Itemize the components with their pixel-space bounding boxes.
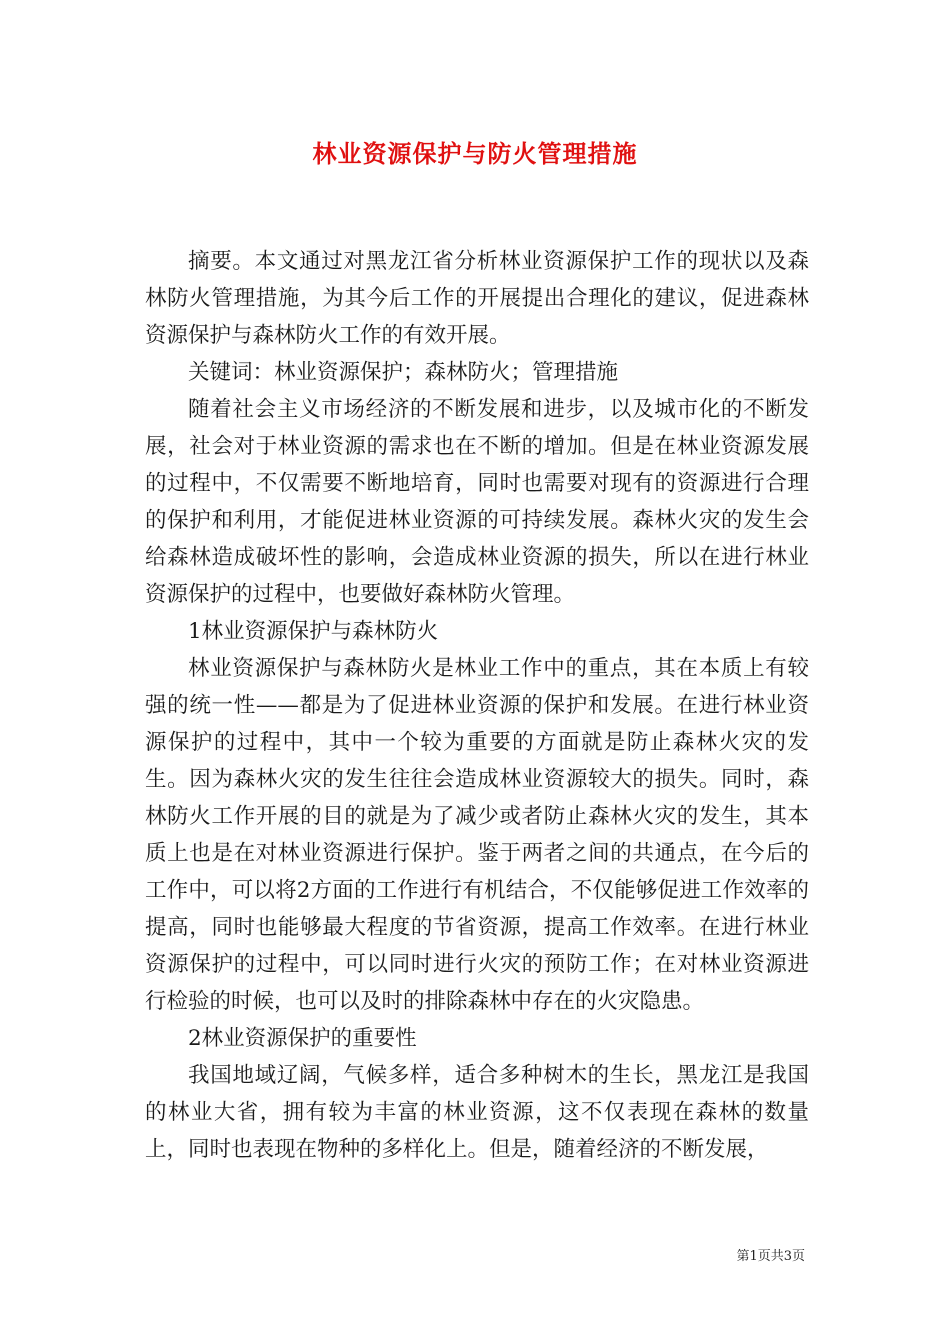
section-2-paragraph: 我国地域辽阔，气候多样，适合多种树木的生长，黑龙江是我国的林业大省，拥有较为丰富的林业资源，这不仅表现在森林的数量上，同时也表现在物种的多样化上。但是，随着经济的不断发展， [145,1063,809,1162]
section-1-paragraph: 林业资源保护与森林防火是林业工作中的重点，其在本质上有较强的统一性——都是为了促进林业资源的保护和发展。在进行林业资源保护的过程中，其中一个较为重要的方面就是防止森林火灾的发生。因为森林火灾的发生往往会造成林业资源较大的损失。同时，森林防火工作开展的目的就是为了减少或者防止森林火灾的发生，其本质上也是在对林业资源进行保护。鉴于两者之间的共通点，在今后的工作中，可以将2方面的工作进行有机结合，不仅能够促进工作效率的提高，同时也能够最大程度的节省资源，提高工作效率。在进行林业资源保护的过程中，可以同时进行火灾的预防工作；在对林业资源进行检验的时候，也可以及时的排除森林中存在的火灾隐患。 [145,656,809,1014]
document-title: 林业资源保护与防火管理措施 [312,139,638,168]
section-heading-2: 2林业资源保护的重要性 [188,1026,417,1051]
intro-paragraph: 随着社会主义市场经济的不断发展和进步，以及城市化的不断发展，社会对于林业资源的需求也在不断的增加。但是在林业资源发展的过程中，不仅需要不断地培育，同时也需要对现有的资源进行合理的保护和利用，才能促进林业资源的可持续发展。森林火灾的发生会给森林造成破坏性的影响，会造成林业资源的损失，所以在进行林业资源保护的过程中，也要做好森林防火管理。 [145,397,809,607]
page-number-footer: 第1页共3页 [736,1249,805,1264]
section-heading-1: 1林业资源保护与森林防火 [188,619,439,644]
keywords-paragraph: 关键词：林业资源保护；森林防火；管理措施 [188,360,619,385]
abstract-paragraph: 摘要。本文通过对黑龙江省分析林业资源保护工作的现状以及森林防火管理措施，为其今后工作的开展提出合理化的建议，促进森林资源保护与森林防火工作的有效开展。 [145,249,809,348]
document-body [145,243,809,1168]
